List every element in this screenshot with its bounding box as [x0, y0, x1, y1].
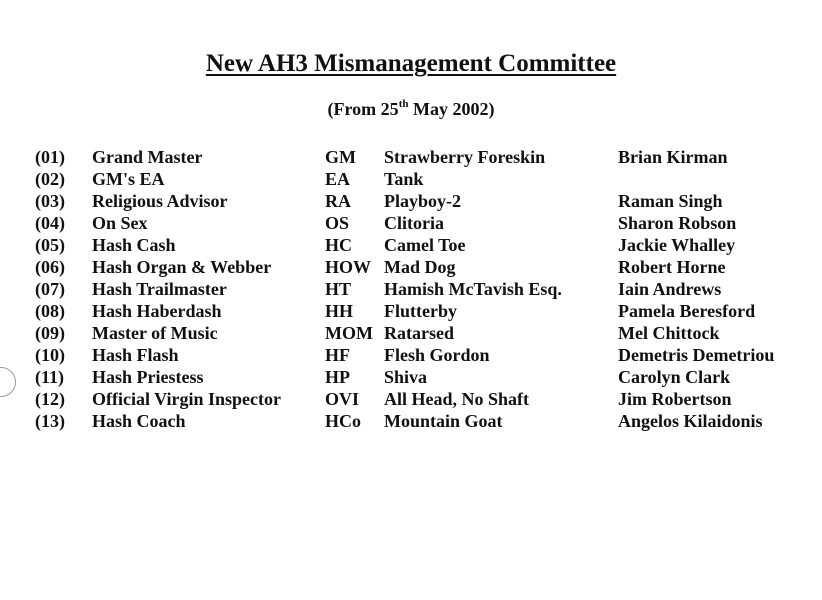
row-number: (03): [35, 191, 65, 211]
hash-name: Shiva: [384, 367, 428, 387]
committee-row: [0, 212, 822, 234]
row-number: (09): [35, 323, 65, 343]
real-name: Carolyn Clark: [618, 367, 731, 387]
committee-row: [0, 168, 822, 190]
committee-row: [0, 300, 822, 322]
committee-row: [0, 146, 822, 168]
real-name: Raman Singh: [618, 191, 723, 211]
real-name: Pamela Beresford: [618, 301, 756, 321]
subtitle-prefix: (From 25: [327, 99, 399, 119]
row-number: (11): [35, 367, 64, 387]
role-abbreviation: HCo: [325, 411, 361, 431]
real-name: Jackie Whalley: [618, 235, 736, 255]
role-abbreviation: HH: [325, 301, 354, 321]
committee-role: Hash Organ & Webber: [92, 257, 272, 277]
committee-row: [0, 410, 822, 432]
committee-role: Religious Advisor: [92, 191, 228, 211]
committee-role: On Sex: [92, 213, 148, 233]
committee-role: Hash Flash: [92, 345, 179, 365]
hash-name: Flutterby: [384, 301, 457, 321]
committee-role: Hash Haberdash: [92, 301, 222, 321]
role-abbreviation: HT: [325, 279, 352, 299]
committee-row: [0, 234, 822, 256]
role-abbreviation: MOM: [325, 323, 373, 343]
committee-row: [0, 388, 822, 410]
committee-row: [0, 278, 822, 300]
document-title-text: New AH3 Mismanagement Committee: [205, 50, 617, 77]
role-abbreviation: OS: [325, 213, 350, 233]
row-number: (06): [35, 257, 65, 277]
committee-row: [0, 366, 822, 388]
document-title: [0, 50, 822, 78]
real-name: Robert Horne: [618, 257, 726, 277]
hash-name: Ratarsed: [384, 323, 454, 343]
hash-name: Playboy-2: [384, 191, 462, 211]
committee-list: [0, 146, 822, 432]
committee-row: [0, 256, 822, 278]
committee-row: [0, 322, 822, 344]
role-abbreviation: RA: [325, 191, 351, 211]
real-name: Demetris Demetriou: [618, 345, 775, 365]
subtitle-suffix: May 2002): [408, 99, 495, 119]
hash-name: Mountain Goat: [384, 411, 503, 431]
committee-role: Master of Music: [92, 323, 218, 343]
real-name: Angelos Kilaidonis: [618, 411, 763, 431]
hash-name: Mad Dog: [384, 257, 456, 277]
committee-role: Official Virgin Inspector: [92, 389, 281, 409]
subtitle-superscript: th: [398, 98, 409, 110]
row-number: (07): [35, 279, 65, 299]
hash-name: Hamish McTavish Esq.: [384, 279, 562, 299]
role-abbreviation: HOW: [325, 257, 372, 277]
role-abbreviation: HC: [325, 235, 352, 255]
row-number: (10): [35, 345, 65, 365]
real-name: Mel Chittock: [618, 323, 720, 343]
hash-name: Clitoria: [384, 213, 444, 233]
row-number: (12): [35, 389, 65, 409]
row-number: (04): [35, 213, 65, 233]
real-name: Brian Kirman: [618, 147, 728, 167]
role-abbreviation: GM: [325, 147, 356, 167]
hash-name: All Head, No Shaft: [384, 389, 530, 409]
committee-role: Hash Coach: [92, 411, 186, 431]
row-number: (13): [35, 411, 65, 431]
real-name: Jim Robertson: [618, 389, 732, 409]
committee-role: Hash Trailmaster: [92, 279, 227, 299]
committee-role: Grand Master: [92, 147, 203, 167]
real-name: Iain Andrews: [618, 279, 722, 299]
committee-role: Hash Priestess: [92, 367, 204, 387]
hash-name: Tank: [384, 169, 424, 189]
hash-name: Flesh Gordon: [384, 345, 490, 365]
row-number: (02): [35, 169, 65, 189]
role-abbreviation: EA: [325, 169, 351, 189]
document-subtitle: [0, 99, 822, 120]
row-number: (08): [35, 301, 65, 321]
role-abbreviation: OVI: [325, 389, 360, 409]
committee-role: GM's EA: [92, 169, 165, 189]
committee-row: [0, 344, 822, 366]
committee-row: [0, 190, 822, 212]
row-number: (01): [35, 147, 65, 167]
row-number: (05): [35, 235, 65, 255]
hash-name: Camel Toe: [384, 235, 466, 255]
role-abbreviation: HF: [325, 345, 350, 365]
real-name: Sharon Robson: [618, 213, 737, 233]
hash-name: Strawberry Foreskin: [384, 147, 546, 167]
committee-role: Hash Cash: [92, 235, 176, 255]
role-abbreviation: HP: [325, 367, 350, 387]
